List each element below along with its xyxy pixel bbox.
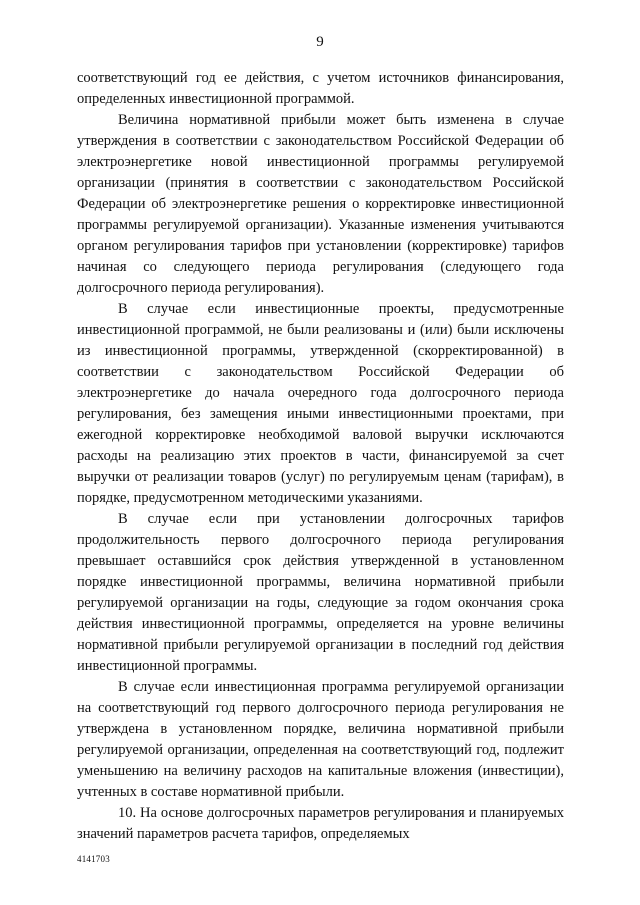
paragraph-unrealized-projects: В случае если инвестиционные проекты, предусмотренные инвестиционной программой, не были реализованы и (или) были исключены из инвестиционной программы, утвержденной (скорректированной) в соответствии с законодательством Российской Федерации об электроэнергетике до начала очередного года долгосрочного периода регулирования, без замещения иными инвестиционными проектами, при ежегодной корректировке необходимой валовой выручки исключаются расходы на реализацию этих проектов в части, финансируемой за счет выручки от реализации товаров (услуг) по регулируемым ценам (тарифам), в порядке, предусмотренном методическими указаниями.	[77, 301, 564, 506]
paragraph-continuation: соответствующий год ее действия, с учетом источников финансирования, определенных инвестиционной программой.	[77, 70, 564, 107]
page-number: 9	[316, 34, 324, 50]
document-id: 4141703	[77, 854, 110, 864]
paragraph-profit-change: Величина нормативной прибыли может быть изменена в случае утверждения в соответствии с законодательством Российской Федерации об электроэнергетике новой инвестиционной программы регулируемой организации (принятия в соответствии с законодательством Российской Федерации об электроэнергетике решения о корректировке инвестиционной программы регулируемой организации). Указанные изменения учитываются органом регулирования тарифов при установлении (корректировке) тарифов начиная со следующего периода регулирования (следующего года долгосрочного периода регулирования).	[77, 112, 564, 296]
paragraph-item-10: 10. На основе долгосрочных параметров регулирования и планируемых значений параметров расчета тарифов, определяемых	[77, 805, 564, 842]
paragraph-not-approved-program: В случае если инвестиционная программа регулируемой организации на соответствующий год первого долгосрочного периода регулирования не утверждена в установленном порядке, величина нормативной прибыли регулируемой организации, определенная на соответствующий год, подлежит уменьшению на величину расходов на капитальные вложения (инвестиции), учтенных в составе нормативной прибыли.	[77, 679, 564, 800]
paragraph-long-term-tariffs: В случае если при установлении долгосрочных тарифов продолжительность первого долгосрочного периода регулирования превышает оставшийся срок действия утвержденной в установленном порядке инвестиционной программы, величина нормативной прибыли регулируемой организации на годы, следующие за годом окончания срока действия инвестиционной программы, определяется на уровне величины нормативной прибыли регулируемой организации в последний год действия инвестиционной программы.	[77, 511, 564, 674]
document-body	[77, 68, 564, 845]
